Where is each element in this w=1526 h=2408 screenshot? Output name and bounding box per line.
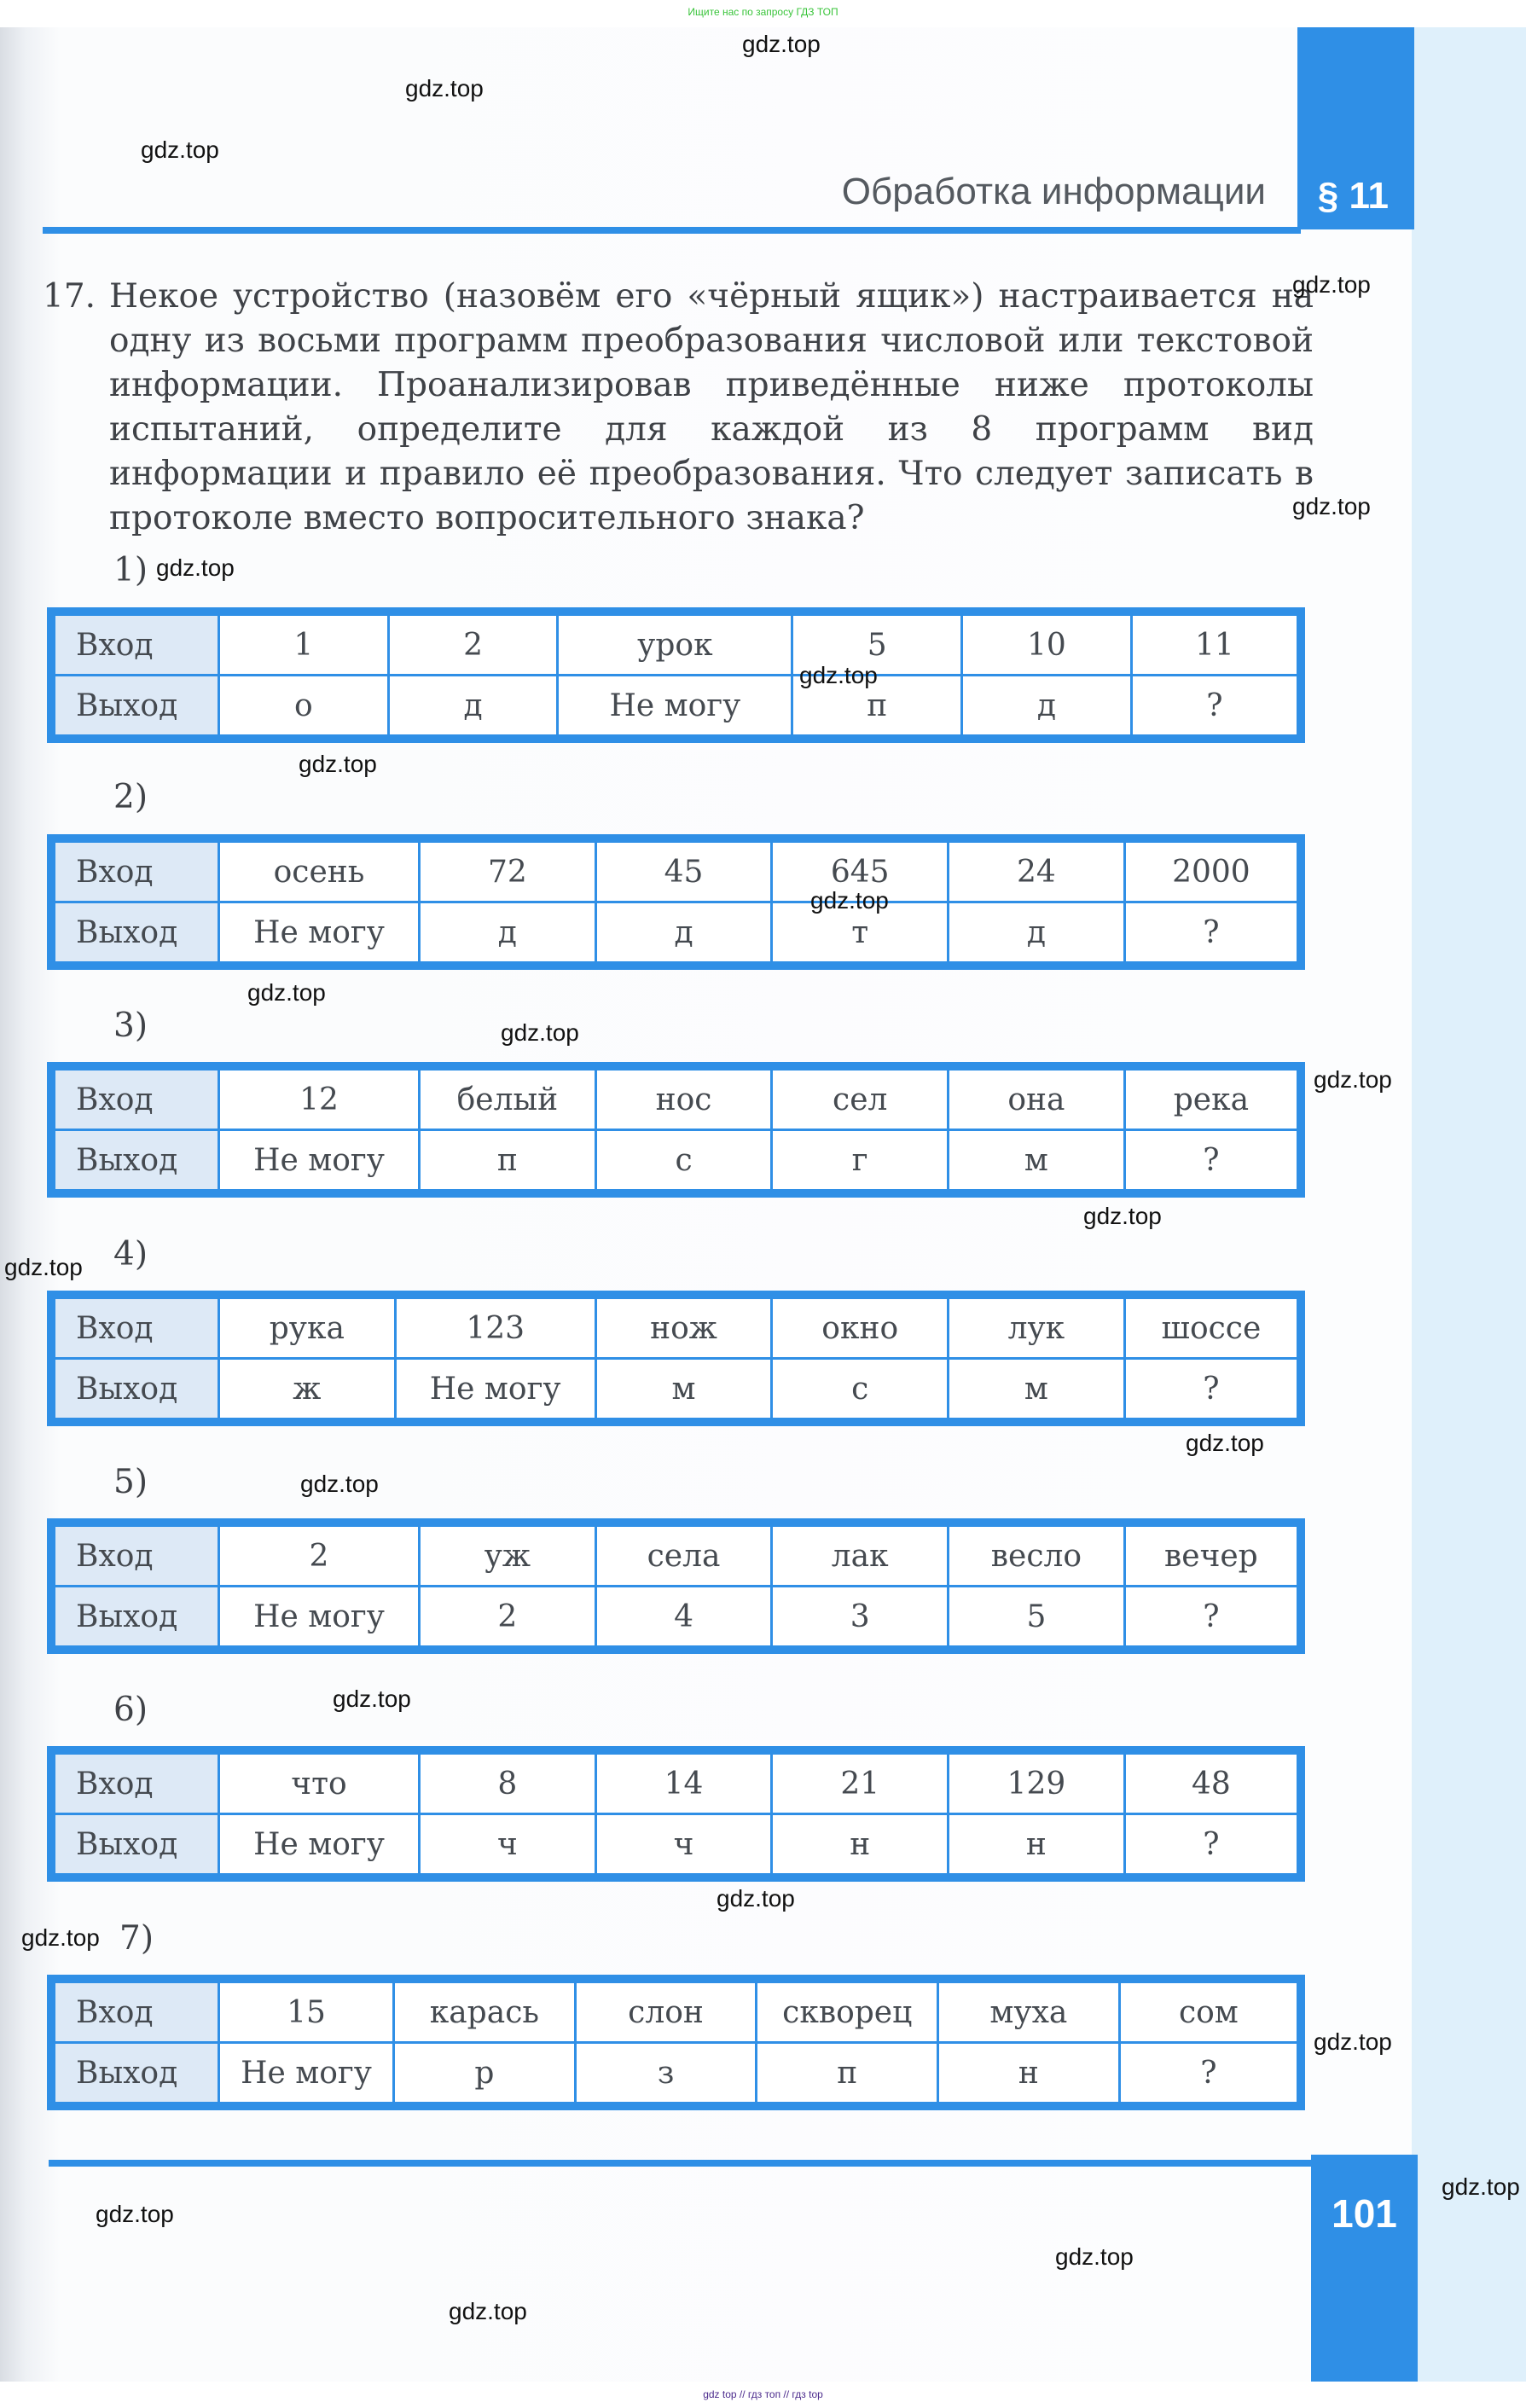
table-cell: 129: [949, 1750, 1125, 1814]
table-cell: с: [595, 1130, 772, 1194]
row-label-output: Выход: [51, 2043, 219, 2107]
watermark: gdz.top: [742, 31, 821, 57]
table-cell: ?: [1124, 1587, 1301, 1651]
table-cell: ?: [1124, 902, 1301, 966]
table-cell: 11: [1131, 612, 1301, 676]
task-number: 17.: [43, 277, 96, 316]
table-cell: ?: [1119, 2043, 1301, 2107]
row-label-input: Вход: [51, 612, 219, 676]
protocol-table-2: [47, 834, 1305, 970]
table-cell: 2000: [1124, 838, 1301, 902]
table-cell: Не могу: [395, 1359, 595, 1423]
table-cell: Не могу: [219, 1587, 420, 1651]
page-number-tab: [1311, 2155, 1418, 2382]
table-cell: ч: [595, 1814, 772, 1878]
protocol-label-5: 5): [113, 1463, 148, 1501]
top-banner: Ищите нас по запросу ГДЗ ТОП: [0, 0, 1526, 27]
table-cell: сел: [772, 1066, 949, 1130]
watermark: gdz.top: [810, 887, 889, 914]
row-label-input: Вход: [51, 1295, 219, 1359]
table-cell: рука: [219, 1295, 396, 1359]
row-label-input: Вход: [51, 1066, 219, 1130]
table-cell: д: [595, 902, 772, 966]
table-cell: д: [949, 902, 1125, 966]
table-cell: о: [219, 676, 389, 740]
page-number: 101: [1332, 2191, 1397, 2236]
table-cell: 2: [388, 612, 558, 676]
table-cell: урок: [558, 612, 792, 676]
table-cell: лук: [949, 1295, 1125, 1359]
protocol-table-3: [47, 1062, 1305, 1198]
watermark: gdz.top: [300, 1471, 379, 1497]
table-row-output: [51, 676, 1301, 740]
watermark: gdz.top: [799, 662, 878, 688]
watermark: gdz.top: [1442, 2173, 1520, 2200]
page-margin: [1412, 27, 1526, 2382]
table-row-input: [51, 1750, 1301, 1814]
table-cell: 5: [792, 612, 962, 676]
row-label-input: Вход: [51, 1750, 219, 1814]
table-cell: Не могу: [558, 676, 792, 740]
table-row-input: [51, 1979, 1301, 2043]
table-cell: вечер: [1124, 1523, 1301, 1587]
table-cell: 1: [219, 612, 389, 676]
table-cell: весло: [949, 1523, 1125, 1587]
watermark: gdz.top: [405, 75, 484, 102]
protocol-table-1: [47, 607, 1305, 743]
table-cell: н: [772, 1814, 949, 1878]
table-cell: п: [420, 1130, 596, 1194]
table-cell: н: [949, 1814, 1125, 1878]
table-cell: белый: [420, 1066, 596, 1130]
table-cell: река: [1124, 1066, 1301, 1130]
table-cell: 4: [595, 1587, 772, 1651]
table-cell: д: [962, 676, 1132, 740]
table-cell: 8: [420, 1750, 596, 1814]
watermark: gdz.top: [1055, 2243, 1134, 2270]
table-cell: н: [938, 2043, 1120, 2107]
table-row-input: [51, 1066, 1301, 1130]
table-cell: сом: [1119, 1979, 1301, 2043]
protocol-label-3: 3): [113, 1007, 148, 1045]
watermark: gdz.top: [1292, 493, 1371, 519]
table-cell: уж: [420, 1523, 596, 1587]
table-cell: 72: [420, 838, 596, 902]
watermark: gdz.top: [1186, 1430, 1264, 1456]
watermark: gdz.top: [4, 1254, 83, 1280]
protocol-table-7: [47, 1975, 1305, 2110]
table-row-input: [51, 1295, 1301, 1359]
row-label-input: Вход: [51, 1523, 219, 1587]
watermark: gdz.top: [717, 1885, 795, 1912]
row-label-output: Выход: [51, 1130, 219, 1194]
row-label-input: Вход: [51, 838, 219, 902]
table-cell: 123: [395, 1295, 595, 1359]
table-cell: нос: [595, 1066, 772, 1130]
table-cell: окно: [772, 1295, 949, 1359]
table-cell: п: [757, 2043, 938, 2107]
table-cell: 12: [219, 1066, 420, 1130]
table-cell: ?: [1124, 1130, 1301, 1194]
table-cell: нож: [595, 1295, 772, 1359]
table-row-output: [51, 1814, 1301, 1878]
table-cell: ж: [219, 1359, 396, 1423]
watermark: gdz.top: [449, 2298, 527, 2324]
watermark: gdz.top: [96, 2201, 174, 2227]
table-cell: 2: [420, 1587, 596, 1651]
table-cell: 21: [772, 1750, 949, 1814]
table-cell: слон: [575, 1979, 757, 2043]
row-label-output: Выход: [51, 1359, 219, 1423]
table-row-output: [51, 1130, 1301, 1194]
row-label-output: Выход: [51, 1814, 219, 1878]
table-cell: 24: [949, 838, 1125, 902]
protocol-label-1: 1): [113, 551, 148, 589]
table-cell: что: [219, 1750, 420, 1814]
table-cell: села: [595, 1523, 772, 1587]
protocol-table-6: [47, 1746, 1305, 1882]
table-cell: лак: [772, 1523, 949, 1587]
row-label-output: Выход: [51, 1587, 219, 1651]
table-cell: 2: [219, 1523, 420, 1587]
table-cell: 45: [595, 838, 772, 902]
watermark: gdz.top: [299, 751, 377, 777]
header-divider: [43, 227, 1301, 234]
table-row-output: [51, 902, 1301, 966]
table-cell: скворец: [757, 1979, 938, 2043]
table-row-output: [51, 2043, 1301, 2107]
watermark: gdz.top: [1083, 1203, 1162, 1229]
table-cell: 10: [962, 612, 1132, 676]
watermark: gdz.top: [333, 1686, 411, 1712]
task-text: Некое устройство (назовём его «чёрный ящик») настраивается на одну из восьми программ преобразования числовой или текстовой информации. Проанализировав приведённые ниже протоколы испытаний, определите для каждой из 8 программ вид информации и правило её преобразования. Что следует записать в протоколе вместо вопросительного знака?: [109, 277, 1314, 537]
section-tab: [1297, 27, 1414, 229]
table-cell: м: [949, 1130, 1125, 1194]
table-row-output: [51, 1359, 1301, 1423]
row-label-input: Вход: [51, 1979, 219, 2043]
table-cell: Не могу: [219, 2043, 394, 2107]
footer-divider: [49, 2160, 1311, 2167]
table-cell: карась: [394, 1979, 576, 2043]
table-cell: 5: [949, 1587, 1125, 1651]
protocol-label-7: 7): [119, 1919, 154, 1958]
protocol-label-2: 2): [113, 778, 148, 816]
table-cell: ?: [1124, 1359, 1301, 1423]
table-row-output: [51, 1587, 1301, 1651]
table-cell: з: [575, 2043, 757, 2107]
protocol-table-5: [47, 1518, 1305, 1654]
table-row-input: [51, 1523, 1301, 1587]
table-cell: 14: [595, 1750, 772, 1814]
table-cell: с: [772, 1359, 949, 1423]
table-cell: р: [394, 2043, 576, 2107]
table-cell: шоссе: [1124, 1295, 1301, 1359]
table-cell: д: [388, 676, 558, 740]
chapter-title: Обработка информации: [841, 171, 1266, 212]
table-cell: ?: [1124, 1814, 1301, 1878]
table-row-input: [51, 612, 1301, 676]
table-cell: ?: [1131, 676, 1301, 740]
watermark: gdz.top: [141, 136, 219, 163]
task-17: [43, 275, 1314, 541]
table-cell: осень: [219, 838, 420, 902]
table-cell: м: [595, 1359, 772, 1423]
bottom-banner: gdz top // гдз топ // гдз top: [0, 2382, 1526, 2408]
watermark: gdz.top: [1314, 1066, 1392, 1093]
protocol-table-4: [47, 1291, 1305, 1426]
table-cell: Не могу: [219, 1814, 420, 1878]
table-cell: ч: [420, 1814, 596, 1878]
protocol-label-6: 6): [113, 1691, 148, 1729]
table-cell: она: [949, 1066, 1125, 1130]
table-cell: м: [949, 1359, 1125, 1423]
table-cell: 645: [772, 838, 949, 902]
table-cell: 48: [1124, 1750, 1301, 1814]
table-cell: д: [420, 902, 596, 966]
table-cell: т: [772, 902, 949, 966]
table-cell: Не могу: [219, 1130, 420, 1194]
table-cell: муха: [938, 1979, 1120, 2043]
row-label-output: Выход: [51, 902, 219, 966]
table-cell: 15: [219, 1979, 394, 2043]
watermark: gdz.top: [21, 1924, 100, 1951]
watermark: gdz.top: [247, 979, 326, 1006]
watermark: gdz.top: [1292, 271, 1371, 298]
watermark: gdz.top: [1314, 2028, 1392, 2055]
protocol-label-4: 4): [113, 1235, 148, 1274]
table-row-input: [51, 838, 1301, 902]
table-cell: Не могу: [219, 902, 420, 966]
table-cell: п: [792, 676, 962, 740]
section-number: § 11: [1317, 175, 1389, 217]
table-cell: г: [772, 1130, 949, 1194]
watermark: gdz.top: [501, 1019, 579, 1046]
row-label-output: Выход: [51, 676, 219, 740]
table-cell: 3: [772, 1587, 949, 1651]
watermark: gdz.top: [156, 554, 235, 581]
